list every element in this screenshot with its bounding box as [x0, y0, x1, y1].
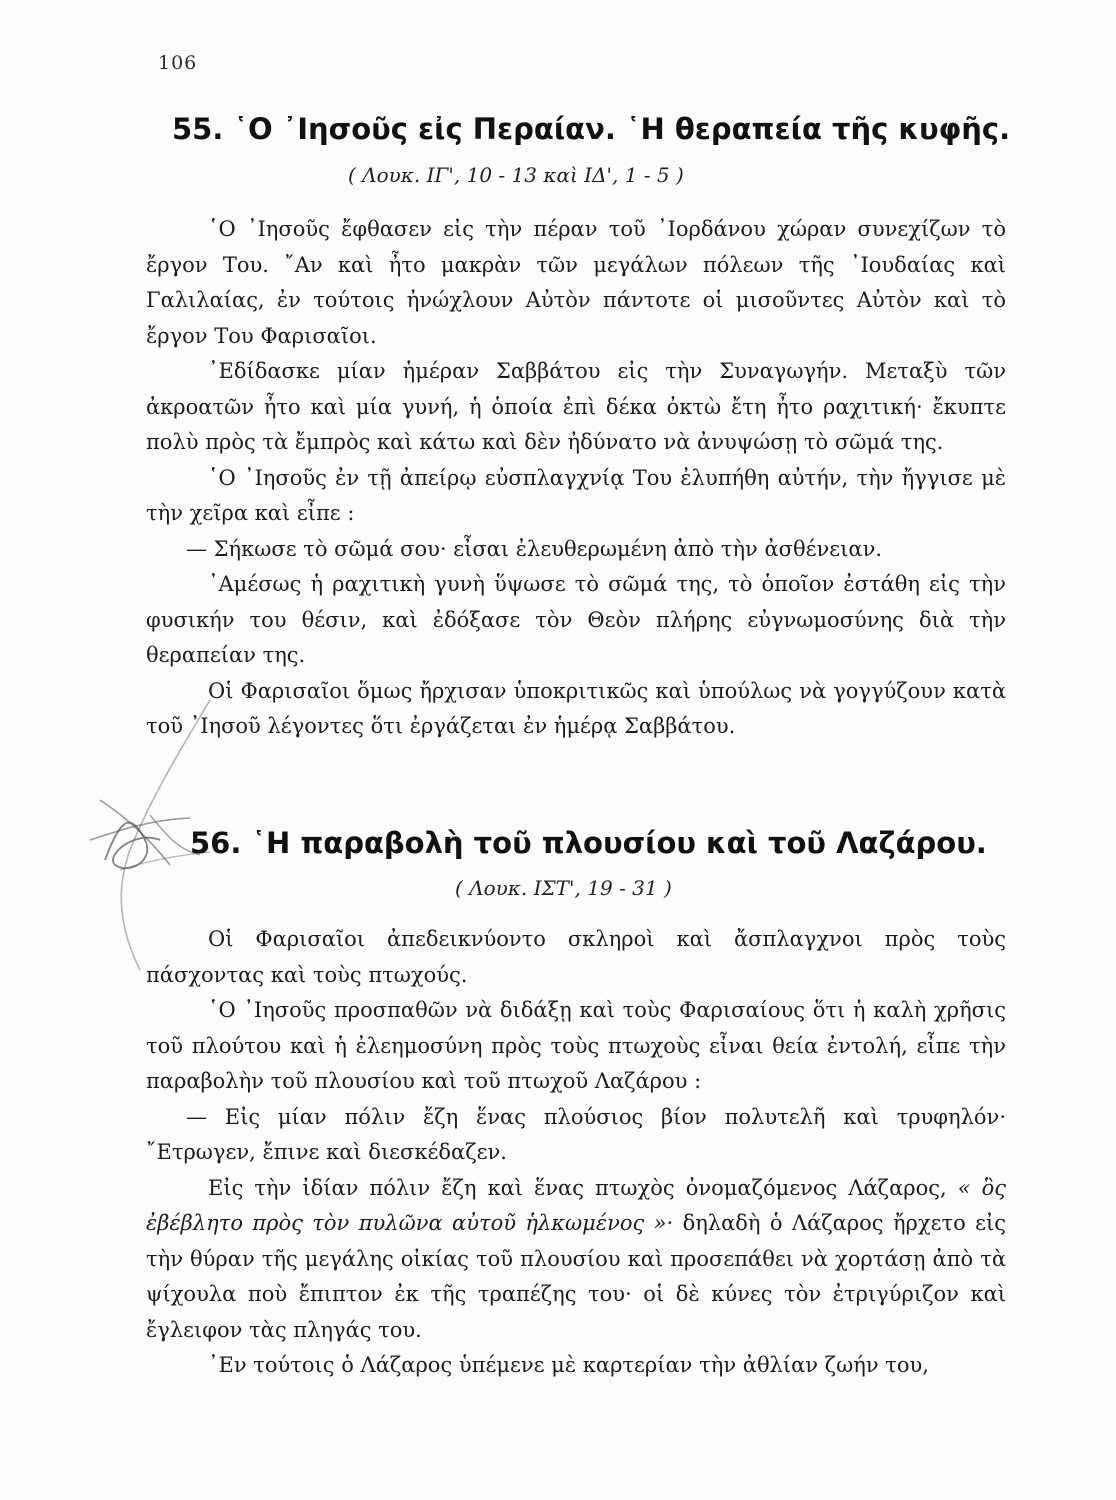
paragraph: ῾Ο ᾿Ιησοῦς προσπαθῶν νὰ διδάξῃ καὶ τοὺς Φαρισαίους ὅτι ἡ καλὴ χρῆσις τοῦ πλούτου καὶ ἡ ἐλεημοσύνη πρὸς τοὺς πτωχοὺς εἶναι θεία ἐντολή, εἶπε τὴν παραβολὴν τοῦ πλουσίου καὶ τοῦ πτωχοῦ Λαζάρου : [146, 998, 1006, 1093]
paragraph: ᾿Εδίδασκε μίαν ἡμέραν Σαββάτου εἰς τὴν Συναγωγήν. Μεταξὺ τῶν ἀκροατῶν ἦτο καὶ μία γυνή, ἡ ὁποία ἐπὶ δέκα ὀκτὼ ἔτη ἦτο ραχιτική· ἔκυπτε πολὺ πρὸς τὰ ἔμπρὸς καὶ κάτω καὶ δὲν ἠδύνατο νὰ ἀνυψώσῃ τὸ σῶμά της. [146, 359, 1006, 454]
section-55-body [146, 212, 1006, 745]
section-56-reference: ( Λουκ. ΙΣΤ', 19 - 31 ) [455, 876, 672, 900]
paragraph: ᾿Εν τούτοις ὁ Λάζαρος ὑπέμενε μὲ καρτερίαν τὴν ἀθλίαν ζωήν του, [208, 1353, 929, 1377]
dialogue-line: — Σήκωσε τὸ σῶμά σου· εἶσαι ἐλευθερωμένη ἀπὸ τὴν ἀσθένειαν. [186, 536, 883, 561]
paragraph: ῾Ο ᾿Ιησοῦς ἔφθασεν εἰς τὴν πέραν τοῦ ᾿Ιορδάνου χώραν συνεχίζων τὸ ἔργον Του. ῎Αν καὶ ἦτο μακρὰν τῶν μεγάλων πόλεων τῆς ᾿Ιουδαίας καὶ Γαλιλαίας, ἐν τούτοις ἠνώχλουν Αὐτὸν πάντοτε οἱ μισοῦντες Αὐτὸν καὶ τὸ ἔργον Του Φαρισαῖοι. [146, 217, 1006, 348]
paragraph: ῾Ο ᾿Ιησοῦς ἐν τῇ ἀπείρῳ εὐσπλαγχνίᾳ Του ἐλυπήθη αὐτήν, τὴν ἤγγισε μὲ τὴν χεῖρα καὶ εἶπε : [146, 465, 1006, 525]
paragraph-end: δηλαδὴ ὁ Λάζαρος ἤρχετο εἰς τὴν θύραν τῆς μεγάλης οἰκίας τοῦ πλουσίου καὶ προσεπάθει νὰ χορτάσῃ ἀπὸ τὰ ψίχουλα ποὺ ἔπιπτον ἐκ τῆς τραπέζης του· οἱ δὲ κύνες τὸν ἐτριγύριζον καὶ ἔγλειφον τὰς πληγάς του. [146, 1211, 1006, 1342]
paragraph: Οἱ Φαρισαῖοι ὅμως ἤρχισαν ὑποκριτικῶς καὶ ὑπούλως νὰ γογγύζουν κατὰ τοῦ ᾿Ιησοῦ λέγοντες ὅτι ἐργάζεται ἐν ἡμέρᾳ Σαββάτου. [146, 678, 1006, 738]
scripture-quote: « ὃς ἐβέβλητο πρὸς τὸν πυλῶνα αὐτοῦ ἡλκωμένος »· [146, 1175, 1006, 1235]
paragraph-start: Εἰς τὴν ἰδίαν πόλιν ἔζη καὶ ἕνας πτωχὸς ὀνομαζόμενος Λάζαρος, [208, 1175, 947, 1200]
section-55-heading: 55. ῾Ο ᾿Ιησοῦς εἰς Περαίαν. ῾Η θεραπεία τῆς κυφῆς. [172, 112, 1011, 146]
section-55-reference: ( Λουκ. ΙΓ', 10 - 13 καὶ ΙΔ', 1 - 5 ) [348, 163, 684, 187]
page-number: 106 [158, 52, 198, 74]
paragraph: ᾿Αμέσως ἡ ραχιτικὴ γυνὴ ὕψωσε τὸ σῶμά της, τὸ ὁποῖον ἐστάθη εἰς τὴν φυσικήν του θέσιν, καὶ ἐδόξασε τὸν Θεὸν πλήρης εὐγνωμοσύνης διὰ τὴν θεραπείαν της. [146, 572, 1006, 667]
section-56-heading: 56. ῾Η παραβολὴ τοῦ πλουσίου καὶ τοῦ Λαζάρου. [190, 826, 987, 860]
paragraph: Οἱ Φαρισαῖοι ἀπεδεικνύοντο σκληροὶ καὶ ἄσπλαγχνοι πρὸς τοὺς πάσχοντας καὶ τοὺς πτωχούς. [146, 927, 1006, 987]
dialogue-line: — Εἰς μίαν πόλιν ἔζη ἕνας πλούσιος βίον πολυτελῆ καὶ τρυφηλόν· ῎Ετρωγεν, ἔπινε καὶ διεσκέδαζεν. [146, 1104, 1006, 1164]
paragraph [146, 1171, 1006, 1349]
section-56-body [146, 922, 1006, 1384]
